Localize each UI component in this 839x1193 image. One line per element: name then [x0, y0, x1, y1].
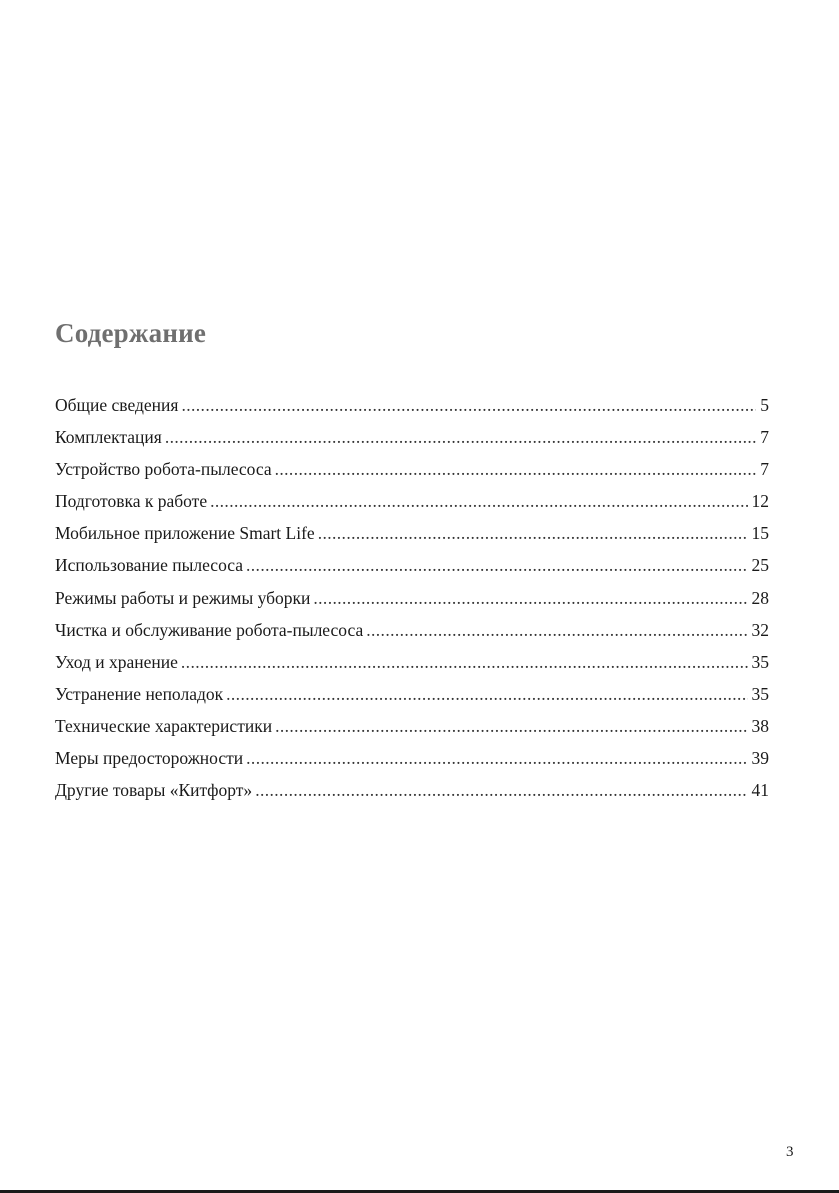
toc-entry-label: Меры предосторожности: [55, 748, 244, 769]
toc-entry[interactable]: [55, 746, 769, 778]
toc-entry-page: 41: [751, 780, 769, 801]
toc-entry-page: 39: [751, 748, 769, 769]
toc-entry[interactable]: [55, 521, 769, 553]
toc-entry-page: 15: [751, 523, 769, 544]
toc-entry[interactable]: [55, 393, 769, 425]
toc-dot-leader: [246, 746, 747, 770]
toc-entry[interactable]: [55, 553, 769, 585]
toc-entry[interactable]: [55, 618, 769, 650]
toc-dot-leader: [275, 457, 757, 481]
toc-entry[interactable]: [55, 714, 769, 746]
toc-dot-leader: [246, 553, 748, 577]
toc-entry-page: 7: [760, 427, 769, 448]
toc-entry-page: 35: [751, 683, 769, 704]
toc-entry-label: Другие товары «Китфорт»: [55, 780, 253, 801]
toc-entry[interactable]: [55, 650, 769, 682]
toc-entry-page: 7: [760, 459, 769, 480]
toc-entry-page: 32: [751, 619, 769, 640]
toc-title: Содержание: [55, 318, 207, 348]
toc-dot-leader: [318, 521, 748, 545]
toc-entry[interactable]: [55, 425, 769, 457]
toc-entry-label: Комплектация: [55, 427, 162, 448]
toc-dot-leader: [313, 586, 747, 610]
toc-dot-leader: [366, 618, 747, 642]
toc-entry-label: Общие сведения: [55, 395, 179, 415]
toc-entry-label: Режимы работы и режимы уборки: [55, 587, 311, 608]
toc-entry-page: 5: [760, 395, 769, 415]
toc-dot-leader: [181, 393, 756, 417]
toc-entry-page: 25: [751, 555, 769, 576]
toc-dot-leader: [226, 682, 747, 706]
toc-entry-label: Мобильное приложение Smart Life: [55, 523, 315, 544]
toc-entry-label: Устройство робота-пылесоса: [55, 459, 272, 480]
toc-entry-label: Использование пылесоса: [55, 555, 243, 576]
toc-dot-leader: [275, 714, 747, 738]
toc-entry-page: 28: [751, 587, 769, 608]
toc-dot-leader: [255, 778, 747, 802]
toc-entry[interactable]: [55, 682, 769, 714]
toc-entry-label: Технические характеристики: [55, 715, 273, 736]
toc-dot-leader: [210, 489, 747, 513]
toc-entry[interactable]: [55, 778, 769, 810]
toc-entry-page: 12: [751, 491, 769, 512]
toc-entry-label: Чистка и обслуживание робота-пылесоса: [55, 619, 364, 640]
toc-entry-page: 35: [751, 651, 769, 672]
toc-entry[interactable]: [55, 586, 769, 618]
toc-entry-label: Подготовка к работе: [55, 491, 208, 512]
toc-entry-page: 38: [751, 715, 769, 736]
toc-entry[interactable]: [55, 489, 769, 521]
toc-dot-leader: [165, 425, 756, 449]
toc-dot-leader: [181, 650, 748, 674]
toc-entry[interactable]: [55, 457, 769, 489]
toc-entry-label: Уход и хранение: [55, 651, 178, 672]
table-of-contents: [55, 393, 769, 810]
page-number: 3: [786, 1144, 794, 1160]
toc-entry-label: Устранение неполадок: [55, 683, 224, 704]
